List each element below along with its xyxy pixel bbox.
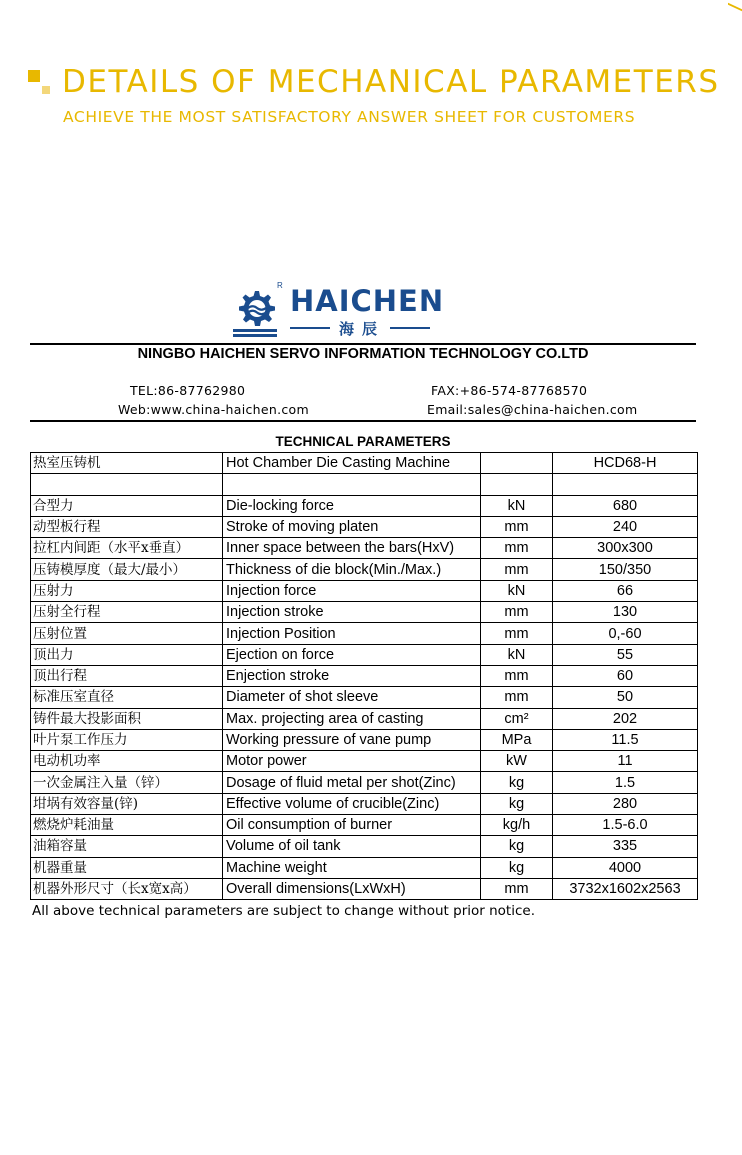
table-row bbox=[31, 772, 698, 793]
param-value: 11.5 bbox=[553, 729, 698, 750]
disclaimer-note: All above technical parameters are subject to change without prior notice. bbox=[32, 903, 535, 919]
table-row bbox=[31, 857, 698, 878]
param-unit: kg bbox=[481, 857, 553, 878]
table-row bbox=[31, 665, 698, 686]
param-unit: kN bbox=[481, 644, 553, 665]
param-name-en: Injection stroke bbox=[223, 602, 481, 623]
param-unit: cm² bbox=[481, 708, 553, 729]
param-name-en: Enjection stroke bbox=[223, 665, 481, 686]
param-name-en: Stroke of moving platen bbox=[223, 516, 481, 537]
param-name-cn: 机器外形尺寸（长x宽x高） bbox=[31, 878, 223, 899]
registered-mark: R bbox=[277, 281, 283, 290]
table-title: TECHNICAL PARAMETERS bbox=[275, 434, 451, 449]
table-row bbox=[31, 644, 698, 665]
corner-accent bbox=[728, 0, 742, 11]
divider-top bbox=[30, 343, 696, 345]
param-value: 300x300 bbox=[553, 538, 698, 559]
param-name-cn: 压射位置 bbox=[31, 623, 223, 644]
param-unit: kg bbox=[481, 793, 553, 814]
param-value: 335 bbox=[553, 836, 698, 857]
table-row bbox=[31, 751, 698, 772]
param-name-cn: 合型力 bbox=[31, 495, 223, 516]
param-name-cn: 坩埚有效容量(锌) bbox=[31, 793, 223, 814]
param-name-cn: 电动机功率 bbox=[31, 751, 223, 772]
param-unit: kg/h bbox=[481, 815, 553, 836]
param-value: 3732x1602x2563 bbox=[553, 878, 698, 899]
param-name-cn: 压铸模厚度（最大/最小） bbox=[31, 559, 223, 580]
company-fax: FAX:+86-574-87768570 bbox=[431, 383, 588, 398]
param-name-cn: 顶出力 bbox=[31, 644, 223, 665]
param-name-en: Injection force bbox=[223, 580, 481, 601]
table-row bbox=[31, 516, 698, 537]
table-header-row bbox=[31, 453, 698, 474]
param-value: 202 bbox=[553, 708, 698, 729]
table-row bbox=[31, 495, 698, 516]
param-unit: mm bbox=[481, 602, 553, 623]
param-name-en: Dosage of fluid metal per shot(Zinc) bbox=[223, 772, 481, 793]
table-row bbox=[31, 708, 698, 729]
param-value: 280 bbox=[553, 793, 698, 814]
param-name-en: Machine weight bbox=[223, 857, 481, 878]
param-name-cn: 叶片泵工作压力 bbox=[31, 729, 223, 750]
table-row bbox=[31, 623, 698, 644]
param-value: 130 bbox=[553, 602, 698, 623]
param-name-en: Die-locking force bbox=[223, 495, 481, 516]
param-name-cn: 铸件最大投影面积 bbox=[31, 708, 223, 729]
param-name-en: Oil consumption of burner bbox=[223, 815, 481, 836]
param-unit: mm bbox=[481, 878, 553, 899]
company-tel: TEL:86-87762980 bbox=[130, 383, 246, 398]
param-name-en: Max. projecting area of casting bbox=[223, 708, 481, 729]
gear-wave-icon bbox=[231, 288, 279, 338]
brand-logo-text: HAICHEN bbox=[290, 284, 445, 318]
param-name-cn: 压射力 bbox=[31, 580, 223, 601]
table-row bbox=[31, 580, 698, 601]
param-name-cn: 燃烧炉耗油量 bbox=[31, 815, 223, 836]
table-row bbox=[31, 559, 698, 580]
param-unit: MPa bbox=[481, 729, 553, 750]
param-name-en: Inner space between the bars(HxV) bbox=[223, 538, 481, 559]
param-name-cn: 拉杠内间距（水平x垂直） bbox=[31, 538, 223, 559]
param-name-cn: 一次金属注入量（锌） bbox=[31, 772, 223, 793]
header-unit bbox=[481, 453, 553, 474]
param-value: 11 bbox=[553, 751, 698, 772]
table-row bbox=[31, 836, 698, 857]
brand-logo-chinese: 海辰 bbox=[290, 318, 430, 336]
title-square-small-icon bbox=[42, 86, 50, 94]
param-unit: mm bbox=[481, 623, 553, 644]
param-name-cn: 顶出行程 bbox=[31, 665, 223, 686]
table-row bbox=[31, 687, 698, 708]
param-name-en: Volume of oil tank bbox=[223, 836, 481, 857]
param-unit: kN bbox=[481, 580, 553, 601]
param-name-cn: 动型板行程 bbox=[31, 516, 223, 537]
param-unit: kW bbox=[481, 751, 553, 772]
param-unit: mm bbox=[481, 516, 553, 537]
param-name-en: Injection Position bbox=[223, 623, 481, 644]
table-row bbox=[31, 729, 698, 750]
param-name-cn: 标准压室直径 bbox=[31, 687, 223, 708]
param-name-en: Thickness of die block(Min./Max.) bbox=[223, 559, 481, 580]
param-value: 1.5-6.0 bbox=[553, 815, 698, 836]
param-value: 60 bbox=[553, 665, 698, 686]
param-name-en: Diameter of shot sleeve bbox=[223, 687, 481, 708]
table-row bbox=[31, 878, 698, 899]
param-value: 66 bbox=[553, 580, 698, 601]
param-name-en: Overall dimensions(LxWxH) bbox=[223, 878, 481, 899]
param-name-en: Ejection on force bbox=[223, 644, 481, 665]
technical-parameters-table bbox=[30, 452, 698, 900]
param-name-cn: 压射全行程 bbox=[31, 602, 223, 623]
param-value: 1.5 bbox=[553, 772, 698, 793]
param-value: 0,-60 bbox=[553, 623, 698, 644]
table-row bbox=[31, 793, 698, 814]
param-value: 680 bbox=[553, 495, 698, 516]
param-unit: mm bbox=[481, 559, 553, 580]
param-unit: mm bbox=[481, 665, 553, 686]
company-email: Email:sales@china-haichen.com bbox=[427, 402, 638, 417]
param-value: 240 bbox=[553, 516, 698, 537]
param-unit: mm bbox=[481, 687, 553, 708]
param-name-cn: 机器重量 bbox=[31, 857, 223, 878]
param-name-en: Motor power bbox=[223, 751, 481, 772]
page-subtitle: ACHIEVE THE MOST SATISFACTORY ANSWER SHEET FOR CUSTOMERS bbox=[63, 108, 636, 126]
param-unit: kN bbox=[481, 495, 553, 516]
param-value: 55 bbox=[553, 644, 698, 665]
param-name-cn: 油箱容量 bbox=[31, 836, 223, 857]
param-unit: mm bbox=[481, 538, 553, 559]
param-name-en: Working pressure of vane pump bbox=[223, 729, 481, 750]
param-value: 150/350 bbox=[553, 559, 698, 580]
param-unit: kg bbox=[481, 836, 553, 857]
param-value: 4000 bbox=[553, 857, 698, 878]
table-row bbox=[31, 538, 698, 559]
param-name-en: Effective volume of crucible(Zinc) bbox=[223, 793, 481, 814]
company-web: Web:www.china-haichen.com bbox=[118, 402, 309, 417]
header-cn: 热室压铸机 bbox=[31, 453, 223, 474]
table-spacer-row bbox=[31, 474, 698, 495]
param-unit: kg bbox=[481, 772, 553, 793]
header-en: Hot Chamber Die Casting Machine bbox=[223, 453, 481, 474]
param-value: 50 bbox=[553, 687, 698, 708]
header-model: HCD68-H bbox=[553, 453, 698, 474]
page-title: DETAILS OF MECHANICAL PARAMETERS bbox=[62, 64, 720, 100]
company-name: NINGBO HAICHEN SERVO INFORMATION TECHNOLOGY CO.LTD bbox=[137, 346, 589, 362]
table-row bbox=[31, 815, 698, 836]
table-row bbox=[31, 602, 698, 623]
divider-bottom bbox=[30, 420, 696, 422]
title-square-icon bbox=[28, 70, 40, 82]
